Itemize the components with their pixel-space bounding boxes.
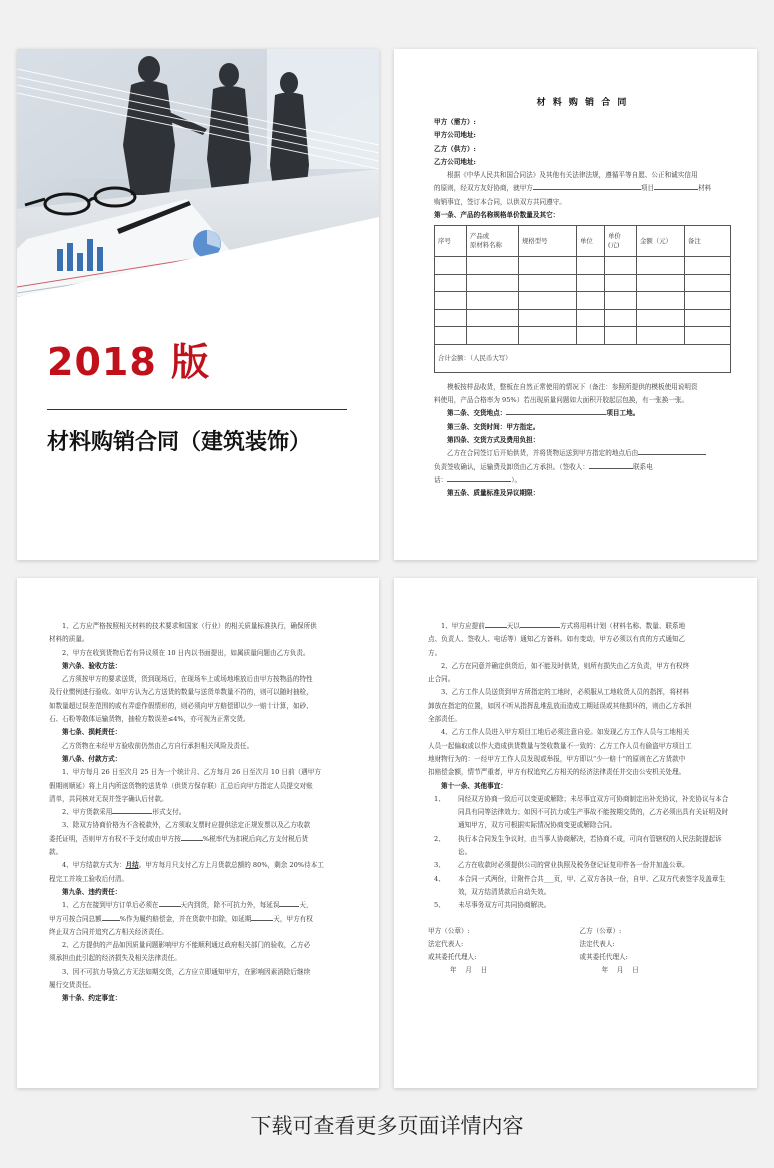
body-line: 1、乙方应严格按照相关材料的技术要求和国家（行业）的相关质量标准执行，确保所供 xyxy=(62,622,317,630)
body-line: 模板按样品收货，整板在自然正常使用的情况下（备注：参照所提供的模板使用说明资 xyxy=(447,382,698,391)
blank-field xyxy=(251,913,273,921)
contract-page-2 xyxy=(17,578,379,1088)
party-b-label: 乙方（供方）: xyxy=(434,144,476,153)
blank-field xyxy=(159,899,181,907)
product-table xyxy=(434,225,731,373)
table-header: 金额（元） xyxy=(637,226,685,257)
page-body xyxy=(428,620,731,978)
table-header: 产品或 原材料名称 xyxy=(467,226,519,257)
text-segment: 负责签收确认，运输费及卸货由乙方承担。（签收人： xyxy=(434,462,589,471)
page-body xyxy=(434,95,731,501)
cover-photo xyxy=(17,49,379,297)
text-segment: 4、甲方结款方式为： xyxy=(62,861,126,870)
signature-row xyxy=(428,925,731,938)
body-line: 4、乙方工作人员进入甲方项目工地后必须注意自爱。如发现乙方工作人员与工地相关 xyxy=(441,728,690,737)
text-segment: 项目 xyxy=(640,184,655,193)
contract-page-1 xyxy=(394,49,757,560)
party-a-date: 年 月 日 xyxy=(450,966,488,975)
blank-field xyxy=(533,182,641,190)
body-line xyxy=(49,859,355,872)
table-header: 规格型号 xyxy=(519,226,577,257)
text-segment: 联系电 xyxy=(632,462,653,471)
blank-field xyxy=(589,461,633,469)
party-a-agent-label: 或其委托代理人: xyxy=(428,953,477,962)
article-1-heading: 第一条、产品的名称规格单价数量及其它： xyxy=(434,211,560,220)
body-line xyxy=(434,447,731,460)
article-11-heading: 第十一条、其他事宜： xyxy=(441,781,507,790)
text-segment: 1、乙方在接到甲方订单后必须在 xyxy=(62,901,159,910)
body-line xyxy=(434,474,731,487)
text-segment: 的原则，经双方友好协商，就甲方 xyxy=(434,184,533,193)
party-a-representative-label: 法定代表人: xyxy=(428,939,464,948)
intro-line: 购销事宜，签订本合同，以供双方共同遵守。 xyxy=(434,197,566,206)
body-line: 款。 xyxy=(49,848,63,857)
body-line: 程完工并竣工验收后付清。 xyxy=(49,874,129,883)
text-segment: 1、甲方应提前 xyxy=(441,622,485,630)
body-line xyxy=(428,620,731,633)
text-segment: 甲方可按合同总额 xyxy=(49,914,102,923)
text-segment: 方式将用料计划（材料名称、数量、联系地 xyxy=(559,622,686,630)
table-row xyxy=(435,327,731,345)
blank-field xyxy=(520,620,560,628)
text-segment: 2、甲方货款采用 xyxy=(62,808,113,817)
body-line xyxy=(49,806,355,819)
article-3-heading: 第三条、交货时间：甲方指定。 xyxy=(447,422,540,431)
text-segment: %税率代为扣税后向乙方支付税后货 xyxy=(202,834,309,843)
text-segment: 委托证明，否则甲方有权不予支付或由甲方按 xyxy=(49,834,181,843)
table-row xyxy=(435,257,731,275)
text-segment: 月结 xyxy=(125,861,139,870)
clause-item xyxy=(428,859,731,872)
clause-text: 未尽事务双方可共同协商解决。 xyxy=(458,901,551,910)
text-segment: ）。 xyxy=(511,475,522,484)
article-10-heading: 第十条、约定事宜： xyxy=(62,994,122,1003)
article-7-heading: 第七条、损耗责任： xyxy=(62,728,122,737)
body-line xyxy=(49,899,355,912)
body-line: 2、乙方在同意并确定供货后，如不能及时供货，则所有损失由乙方负责，甲方有权终 xyxy=(441,661,690,670)
clause-number: 5、 xyxy=(434,901,445,910)
intro-line: 根据《中华人民共和国合同法》及其他有关法律法规，遵循平等自愿、公正和诚实信用 xyxy=(447,171,698,180)
body-line: 全部责任。 xyxy=(428,715,461,724)
table-row xyxy=(435,274,731,292)
body-line: 终止双方合同并追究乙方相关经济责任。 xyxy=(49,927,168,936)
text-segment: 乙方在合同签订后开始供货，并将货物运送到甲方指定的地点后由 xyxy=(447,449,639,458)
clause-number: 3、 xyxy=(434,861,445,870)
body-line xyxy=(434,461,731,474)
body-line: 2、乙方提供的产品如因质量问题影响甲方不能顺利通过政府相关部门的验收，乙方必 xyxy=(62,941,311,950)
body-line: 人员一起偏取或以作大造成供货数量与签收数量不一致的：乙方工作人员有偷盗甲方项目工 xyxy=(428,741,692,750)
party-a-seal-label: 甲方（公章）: xyxy=(428,926,470,935)
blank-field xyxy=(654,182,698,190)
cover-year: 2018 版 xyxy=(47,340,210,384)
body-line: 履行交货责任。 xyxy=(49,981,96,990)
table-total-row xyxy=(435,344,731,372)
blank-field xyxy=(485,620,507,628)
intro-line xyxy=(434,182,731,195)
cover-page xyxy=(17,49,379,560)
table-header: 单位 xyxy=(577,226,605,257)
signature-row xyxy=(428,951,731,964)
party-a-label: 甲方（需方）: xyxy=(434,118,476,126)
clause-item xyxy=(428,873,731,900)
body-line: 3、除双方协商价格为不含税款外，乙方须取支票时应提供法定正规发票以及乙方收款 xyxy=(62,821,311,830)
body-line: 材料的质量。 xyxy=(49,635,89,644)
body-line: 须承担由此引起的经济损失及相关法律责任。 xyxy=(49,954,181,963)
clause-text: 同经双方协商一致后可以变更或解除；未尽事宜双方可协商制定出补充协议，补充协议与本合同具有同等法律效力；如因不可抗力或生产事故不能按期交货的，乙方必须出具有关证明及时通知甲方，双方可根据实际情况协商变更或解除合同。 xyxy=(458,794,729,830)
clause-item xyxy=(428,899,731,912)
body-line: 止合同。 xyxy=(428,675,455,684)
blank-field xyxy=(506,407,606,415)
text-segment: 第二条、交货地点： xyxy=(447,409,507,418)
text-segment: 项目工地。 xyxy=(606,409,640,418)
article-9-heading: 第九条、违约责任： xyxy=(62,887,122,896)
text-segment: 话： xyxy=(434,475,448,484)
body-line xyxy=(49,913,355,926)
body-line: 3、因不可抗力导致乙方无法如期交货，乙方应立即通知甲方，在影响因素消除后继续 xyxy=(62,967,311,976)
signature-row xyxy=(428,964,731,977)
party-b-seal-label: 乙方（公章）: xyxy=(579,926,622,935)
cover-divider xyxy=(47,409,347,410)
blank-field xyxy=(447,474,511,482)
text-segment: 天以 xyxy=(506,622,520,630)
article-8-heading: 第八条、付款方式： xyxy=(62,754,122,763)
body-line: 乙方货物在未经甲方验收前仍然由乙方自行承担相关风险及责任。 xyxy=(62,741,254,750)
cover-title: 材料购销合同（建筑装饰） xyxy=(47,430,312,455)
text-segment: 天， xyxy=(299,901,313,910)
body-line: 1、甲方每月 26 日至次月 25 日为一个统计月、乙方每月 26 日至次月 10 日前（遇甲方 xyxy=(62,768,321,777)
body-line: 扣赔偿金额，情节严重者，甲方有权追究乙方相关的经济法律责任并交由公安机关处理。 xyxy=(428,768,686,777)
body-line: 及行业惯例进行验收。如甲方认为乙方送货的数量与送货单数量不符的，则可以随时抽检， xyxy=(49,688,313,697)
footer-text: 下载可查看更多页面详情内容 xyxy=(250,1114,524,1138)
table-header: 单价 (元) xyxy=(605,226,637,257)
body-line: 地财物行为的：一经甲方工作人员发现或举报，甲方即以“少一赔十”的原则在乙方货款中 xyxy=(428,754,686,763)
party-b-address-label: 乙方公司地址: xyxy=(434,157,476,166)
table-row xyxy=(435,309,731,327)
body-line: 如数量超过误差范围的或有弄虚作假情形的，则必须向甲方赔偿即以少一赔十计算，如砂、 xyxy=(49,701,313,710)
body-line xyxy=(49,833,355,846)
blank-field xyxy=(102,913,120,921)
blank-field xyxy=(638,447,706,455)
table-row xyxy=(435,292,731,310)
text-segment: 。甲方每月只支付乙方上月货款总额的 80%，剩余 20%待本工 xyxy=(138,861,324,870)
table-header-row xyxy=(435,226,731,257)
body-line: 方。 xyxy=(428,648,442,657)
clause-number: 1、 xyxy=(434,794,445,803)
clause-number: 4、 xyxy=(434,874,445,883)
page-body xyxy=(49,620,355,1006)
table-header: 序号 xyxy=(435,226,467,257)
body-line: 点、负责人、签收人、电话等）通知乙方备料。如有变动，甲方必须以有真的方式通知乙 xyxy=(428,635,686,644)
clause-number: 2、 xyxy=(434,834,445,843)
text-segment: 天，甲方有权 xyxy=(273,914,313,923)
body-line: 卸放在指定的位置，如因不听从指挥乱堆乱放而造成工期延误或其他损坏的，则由乙方承担 xyxy=(428,701,692,710)
body-line: 乙方须按甲方的要求送货，货到现场后，在现场车上或场地堆放后由甲方按物品的特性 xyxy=(62,675,313,684)
blank-field xyxy=(112,806,152,814)
article-4-heading: 第四条、交货方式及费用负担： xyxy=(447,436,540,445)
article-5-heading: 第五条、质量标准及异议期限： xyxy=(447,489,540,498)
clause-item xyxy=(428,793,731,833)
table-total-label: 合计金额：（人民币大写） xyxy=(435,344,731,372)
clause-text: 本合同一式两份，计附件合共___页，甲、乙双方各执一份，自甲、乙双方代表签字及盖章生效，双方结清货款后自动失效。 xyxy=(458,874,726,896)
party-b-agent-label: 或其委托代理人: xyxy=(579,953,628,962)
contract-title: 材 料 购 销 合 同 xyxy=(536,98,629,108)
body-line: 石、石粉等散体运输货物，抽检方数误差≤4%，亦可视为正常交货。 xyxy=(49,715,250,724)
body-line: 假期则顺延）将上月内所送货物的送货单（供货方保存联）汇总后向甲方指定人员提交对账 xyxy=(49,781,313,790)
signature-row xyxy=(428,938,731,951)
body-line: 2、甲方在收到货物后若有异议须在 10 日内以书面提出，如属质量问题由乙方负责。 xyxy=(62,648,310,657)
blank-field xyxy=(181,833,203,841)
text-segment: 材料 xyxy=(698,184,712,193)
blank-field xyxy=(279,899,299,907)
body-line: 料使用，产品合格率为 95%）若出现质量问题如大面积开胶起层包换，有一张换一张。 xyxy=(434,396,689,405)
party-a-address-label: 甲方公司地址: xyxy=(434,131,476,140)
body-line: 3、乙方工作人员送货到甲方所指定的工地时，必须服从工地收货人员的指挥，将材料 xyxy=(441,688,690,697)
article-6-heading: 第六条、验收方法： xyxy=(62,661,122,670)
clause-item xyxy=(428,833,731,860)
article-2-heading xyxy=(434,407,731,420)
text-segment: 形式支付。 xyxy=(152,808,186,817)
clause-text: 执行本合同发生争议时，由当事人协商解决，若协商不成，可向有管辖权的人民法院提起诉讼。 xyxy=(458,834,722,857)
body-line: 清单，共同核对无误并签字确认后付款。 xyxy=(49,794,168,803)
text-segment: 天内到货，除不可抗力外，每延误 xyxy=(180,901,280,910)
table-header: 备注 xyxy=(685,226,731,257)
party-b-representative-label: 法定代表人: xyxy=(579,939,615,948)
text-segment: %作为履约赔偿金，并在货款中扣除，如延期 xyxy=(119,914,252,923)
contract-page-3 xyxy=(394,578,757,1088)
clause-text: 乙方在收款时必须提供公司的营业执照及税务登记证复印件各一份并加盖公章。 xyxy=(458,861,689,870)
business-meeting-image xyxy=(17,49,379,297)
party-b-date: 年 月 日 xyxy=(601,966,639,975)
